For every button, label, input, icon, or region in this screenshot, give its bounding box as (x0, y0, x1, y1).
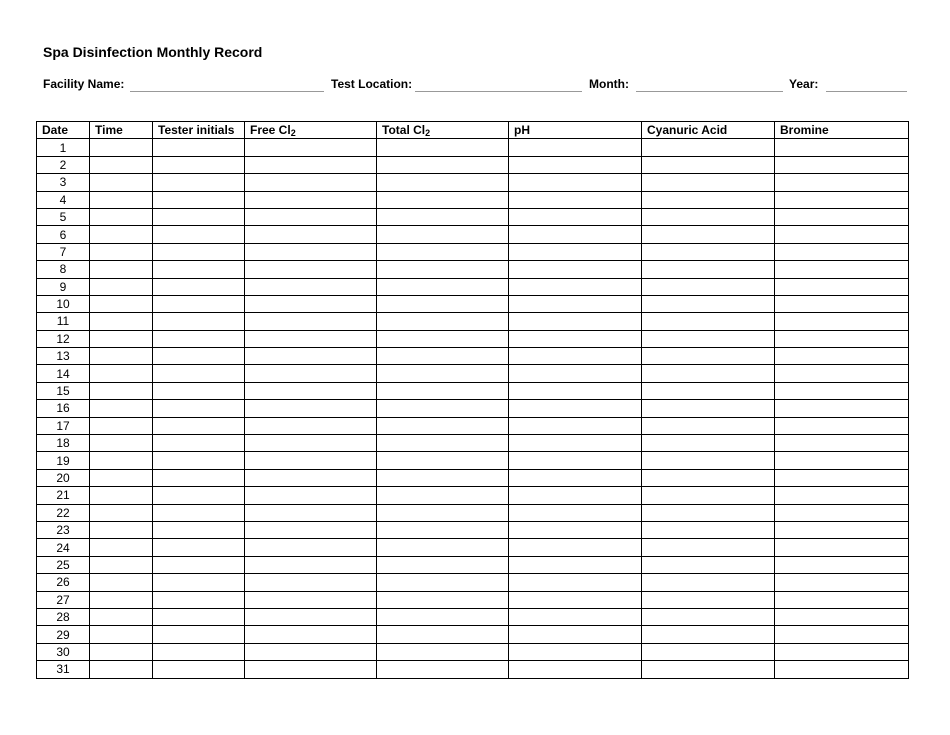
bromine-cell[interactable] (775, 539, 909, 556)
cyanuric-acid-cell[interactable] (642, 469, 775, 486)
time-cell[interactable] (90, 574, 153, 591)
tester-initials-cell[interactable] (153, 261, 245, 278)
total-cl2-cell[interactable] (377, 661, 509, 678)
cyanuric-acid-cell[interactable] (642, 400, 775, 417)
table-row (37, 469, 909, 486)
tester-initials-cell[interactable] (153, 626, 245, 643)
time-cell[interactable] (90, 365, 153, 382)
column-header-total-cl2: Total $Cl_2$ (377, 122, 509, 139)
date-cell: 13 (37, 348, 90, 365)
table-row (37, 174, 909, 191)
cyanuric-acid-cell[interactable] (642, 348, 775, 365)
free-cl2-cell[interactable] (245, 208, 377, 225)
tester-initials-cell[interactable] (153, 191, 245, 208)
time-cell[interactable] (90, 313, 153, 330)
date-cell: 27 (37, 591, 90, 608)
total-cl2-cell[interactable] (377, 365, 509, 382)
total-cl2-cell[interactable] (377, 174, 509, 191)
ph-cell[interactable] (509, 226, 642, 243)
ph-cell[interactable] (509, 365, 642, 382)
bromine-cell[interactable] (775, 226, 909, 243)
ph-cell[interactable] (509, 295, 642, 312)
bromine-cell[interactable] (775, 521, 909, 538)
bromine-cell[interactable] (775, 382, 909, 399)
ph-cell[interactable] (509, 156, 642, 173)
table-row (37, 330, 909, 347)
table-row (37, 626, 909, 643)
ph-cell[interactable] (509, 556, 642, 573)
free-cl2-cell[interactable] (245, 452, 377, 469)
table-row (37, 608, 909, 625)
bromine-cell[interactable] (775, 156, 909, 173)
free-cl2-cell[interactable] (245, 643, 377, 660)
tester-initials-cell[interactable] (153, 330, 245, 347)
ph-cell[interactable] (509, 208, 642, 225)
total-cl2-cell[interactable] (377, 521, 509, 538)
total-cl2-cell[interactable] (377, 417, 509, 434)
time-cell[interactable] (90, 661, 153, 678)
tester-initials-cell[interactable] (153, 226, 245, 243)
bromine-cell[interactable] (775, 348, 909, 365)
cyanuric-acid-cell[interactable] (642, 191, 775, 208)
cyanuric-acid-cell[interactable] (642, 487, 775, 504)
tester-initials-cell[interactable] (153, 487, 245, 504)
cyanuric-acid-cell[interactable] (642, 574, 775, 591)
table-row (37, 365, 909, 382)
total-cl2-cell[interactable] (377, 313, 509, 330)
table-row (37, 261, 909, 278)
free-cl2-cell[interactable] (245, 330, 377, 347)
tester-initials-cell[interactable] (153, 452, 245, 469)
table-row (37, 400, 909, 417)
cyanuric-acid-cell[interactable] (642, 330, 775, 347)
date-cell: 4 (37, 191, 90, 208)
time-cell[interactable] (90, 382, 153, 399)
date-cell: 12 (37, 330, 90, 347)
tester-initials-cell[interactable] (153, 295, 245, 312)
test-location-label: Test Location: (331, 77, 413, 91)
time-cell[interactable] (90, 469, 153, 486)
date-cell: 19 (37, 452, 90, 469)
time-cell[interactable] (90, 226, 153, 243)
table-row (37, 295, 909, 312)
ph-cell[interactable] (509, 313, 642, 330)
tester-initials-cell[interactable] (153, 313, 245, 330)
time-cell[interactable] (90, 417, 153, 434)
time-cell[interactable] (90, 626, 153, 643)
date-cell: 11 (37, 313, 90, 330)
ph-cell[interactable] (509, 469, 642, 486)
free-cl2-cell[interactable] (245, 156, 377, 173)
table-row (37, 417, 909, 434)
free-cl2-cell[interactable] (245, 382, 377, 399)
time-cell[interactable] (90, 261, 153, 278)
date-cell: 30 (37, 643, 90, 660)
free-cl2-cell[interactable] (245, 365, 377, 382)
free-cl2-cell[interactable] (245, 504, 377, 521)
bromine-cell[interactable] (775, 435, 909, 452)
cyanuric-acid-cell[interactable] (642, 278, 775, 295)
time-cell[interactable] (90, 191, 153, 208)
bromine-cell[interactable] (775, 313, 909, 330)
ph-cell[interactable] (509, 487, 642, 504)
date-cell: 15 (37, 382, 90, 399)
total-cl2-cell[interactable] (377, 556, 509, 573)
bromine-cell[interactable] (775, 591, 909, 608)
facility-name-field[interactable] (130, 91, 324, 92)
total-cl2-cell[interactable] (377, 608, 509, 625)
free-cl2-cell[interactable] (245, 313, 377, 330)
time-cell[interactable] (90, 521, 153, 538)
table-row (37, 487, 909, 504)
ph-cell[interactable] (509, 452, 642, 469)
free-cl2-cell[interactable] (245, 243, 377, 260)
date-cell: 8 (37, 261, 90, 278)
tester-initials-cell[interactable] (153, 591, 245, 608)
free-cl2-cell[interactable] (245, 348, 377, 365)
tester-initials-cell[interactable] (153, 504, 245, 521)
total-cl2-cell[interactable] (377, 574, 509, 591)
time-cell[interactable] (90, 643, 153, 660)
date-cell: 24 (37, 539, 90, 556)
free-cl2-cell[interactable] (245, 191, 377, 208)
time-cell[interactable] (90, 452, 153, 469)
column-header-ph: pH (509, 122, 642, 139)
table-row (37, 348, 909, 365)
time-cell[interactable] (90, 348, 153, 365)
disinfection-log-table (36, 121, 909, 679)
date-cell: 14 (37, 365, 90, 382)
cyanuric-acid-cell[interactable] (642, 608, 775, 625)
tester-initials-cell[interactable] (153, 417, 245, 434)
date-cell: 10 (37, 295, 90, 312)
date-cell: 3 (37, 174, 90, 191)
total-cl2-cell[interactable] (377, 156, 509, 173)
time-cell[interactable] (90, 243, 153, 260)
document-title: Spa Disinfection Monthly Record (43, 44, 263, 60)
table-row (37, 574, 909, 591)
bromine-cell[interactable] (775, 643, 909, 660)
bromine-cell[interactable] (775, 278, 909, 295)
cyanuric-acid-cell[interactable] (642, 521, 775, 538)
cyanuric-acid-cell[interactable] (642, 208, 775, 225)
time-cell[interactable] (90, 608, 153, 625)
time-cell[interactable] (90, 539, 153, 556)
tester-initials-cell[interactable] (153, 469, 245, 486)
cyanuric-acid-cell[interactable] (642, 591, 775, 608)
free-cl2-cell[interactable] (245, 591, 377, 608)
time-cell[interactable] (90, 556, 153, 573)
date-cell: 20 (37, 469, 90, 486)
date-cell: 23 (37, 521, 90, 538)
tester-initials-cell[interactable] (153, 521, 245, 538)
cyanuric-acid-cell[interactable] (642, 452, 775, 469)
date-cell: 25 (37, 556, 90, 573)
table-row (37, 313, 909, 330)
ph-cell[interactable] (509, 330, 642, 347)
total-cl2-cell[interactable] (377, 435, 509, 452)
table-row (37, 139, 909, 156)
bromine-cell[interactable] (775, 139, 909, 156)
ph-cell[interactable] (509, 191, 642, 208)
test-location-field[interactable] (415, 91, 582, 92)
tester-initials-cell[interactable] (153, 574, 245, 591)
ph-cell[interactable] (509, 504, 642, 521)
bromine-cell[interactable] (775, 365, 909, 382)
tester-initials-cell[interactable] (153, 382, 245, 399)
ph-cell[interactable] (509, 417, 642, 434)
table-header-row (37, 122, 909, 139)
bromine-cell[interactable] (775, 295, 909, 312)
free-cl2-cell[interactable] (245, 556, 377, 573)
free-cl2-cell[interactable] (245, 417, 377, 434)
bromine-cell[interactable] (775, 243, 909, 260)
bromine-cell[interactable] (775, 191, 909, 208)
column-header-date: Date (37, 122, 90, 139)
date-cell: 2 (37, 156, 90, 173)
time-cell[interactable] (90, 330, 153, 347)
free-cl2-cell[interactable] (245, 661, 377, 678)
table-row (37, 191, 909, 208)
ph-cell[interactable] (509, 574, 642, 591)
tester-initials-cell[interactable] (153, 608, 245, 625)
column-header-free-cl2: Free $Cl_2$ (245, 122, 377, 139)
ph-cell[interactable] (509, 348, 642, 365)
tester-initials-cell[interactable] (153, 243, 245, 260)
table-row (37, 226, 909, 243)
cyanuric-acid-cell[interactable] (642, 295, 775, 312)
table-row (37, 278, 909, 295)
bromine-cell[interactable] (775, 261, 909, 278)
tester-initials-cell[interactable] (153, 435, 245, 452)
cyanuric-acid-cell[interactable] (642, 435, 775, 452)
cyanuric-acid-cell[interactable] (642, 539, 775, 556)
total-cl2-cell[interactable] (377, 400, 509, 417)
free-cl2-cell[interactable] (245, 521, 377, 538)
cyanuric-acid-cell[interactable] (642, 643, 775, 660)
bromine-cell[interactable] (775, 487, 909, 504)
column-header-bromine: Bromine (775, 122, 909, 139)
ph-cell[interactable] (509, 539, 642, 556)
ph-cell[interactable] (509, 521, 642, 538)
bromine-cell[interactable] (775, 400, 909, 417)
date-cell: 21 (37, 487, 90, 504)
cyanuric-acid-cell[interactable] (642, 556, 775, 573)
free-cl2-cell[interactable] (245, 261, 377, 278)
ph-cell[interactable] (509, 626, 642, 643)
time-cell[interactable] (90, 400, 153, 417)
total-cl2-cell[interactable] (377, 208, 509, 225)
table-row (37, 643, 909, 660)
free-cl2-cell[interactable] (245, 469, 377, 486)
ph-cell[interactable] (509, 174, 642, 191)
time-cell[interactable] (90, 278, 153, 295)
facility-name-label: Facility Name: (43, 77, 125, 91)
cyanuric-acid-cell[interactable] (642, 365, 775, 382)
cyanuric-acid-cell[interactable] (642, 661, 775, 678)
tester-initials-cell[interactable] (153, 643, 245, 660)
year-field[interactable] (826, 91, 907, 92)
cyanuric-acid-cell[interactable] (642, 504, 775, 521)
tester-initials-cell[interactable] (153, 348, 245, 365)
date-cell: 5 (37, 208, 90, 225)
bromine-cell[interactable] (775, 608, 909, 625)
table-row (37, 504, 909, 521)
ph-cell[interactable] (509, 661, 642, 678)
free-cl2-cell[interactable] (245, 626, 377, 643)
time-cell[interactable] (90, 591, 153, 608)
cyanuric-acid-cell[interactable] (642, 313, 775, 330)
tester-initials-cell[interactable] (153, 139, 245, 156)
total-cl2-cell[interactable] (377, 295, 509, 312)
date-cell: 16 (37, 400, 90, 417)
total-cl2-cell[interactable] (377, 139, 509, 156)
bromine-cell[interactable] (775, 208, 909, 225)
ph-cell[interactable] (509, 382, 642, 399)
time-cell[interactable] (90, 174, 153, 191)
table-row (37, 243, 909, 260)
date-cell: 18 (37, 435, 90, 452)
total-cl2-cell[interactable] (377, 191, 509, 208)
total-cl2-cell[interactable] (377, 330, 509, 347)
table-row (37, 208, 909, 225)
free-cl2-cell[interactable] (245, 278, 377, 295)
ph-cell[interactable] (509, 400, 642, 417)
total-cl2-cell[interactable] (377, 382, 509, 399)
time-cell[interactable] (90, 139, 153, 156)
bromine-cell[interactable] (775, 174, 909, 191)
table-row (37, 452, 909, 469)
time-cell[interactable] (90, 156, 153, 173)
free-cl2-cell[interactable] (245, 295, 377, 312)
total-cl2-cell[interactable] (377, 487, 509, 504)
date-cell: 26 (37, 574, 90, 591)
date-cell: 1 (37, 139, 90, 156)
total-cl2-cell[interactable] (377, 348, 509, 365)
column-header-cyanuric-acid: Cyanuric Acid (642, 122, 775, 139)
table-row (37, 156, 909, 173)
tester-initials-cell[interactable] (153, 400, 245, 417)
bromine-cell[interactable] (775, 504, 909, 521)
ph-cell[interactable] (509, 261, 642, 278)
date-cell: 31 (37, 661, 90, 678)
total-cl2-cell[interactable] (377, 591, 509, 608)
tester-initials-cell[interactable] (153, 278, 245, 295)
table-row (37, 539, 909, 556)
tester-initials-cell[interactable] (153, 208, 245, 225)
total-cl2-cell[interactable] (377, 539, 509, 556)
total-cl2-cell[interactable] (377, 452, 509, 469)
ph-cell[interactable] (509, 139, 642, 156)
date-cell: 6 (37, 226, 90, 243)
column-header-tester-initials: Tester initials (153, 122, 245, 139)
month-label: Month: (589, 77, 629, 91)
cyanuric-acid-cell[interactable] (642, 226, 775, 243)
ph-cell[interactable] (509, 591, 642, 608)
total-cl2-cell[interactable] (377, 626, 509, 643)
total-cl2-cell[interactable] (377, 226, 509, 243)
free-cl2-cell[interactable] (245, 435, 377, 452)
bromine-cell[interactable] (775, 469, 909, 486)
free-cl2-cell[interactable] (245, 400, 377, 417)
ph-cell[interactable] (509, 278, 642, 295)
tester-initials-cell[interactable] (153, 539, 245, 556)
date-cell: 22 (37, 504, 90, 521)
table-body (37, 139, 909, 678)
bromine-cell[interactable] (775, 661, 909, 678)
date-cell: 7 (37, 243, 90, 260)
total-cl2-cell[interactable] (377, 504, 509, 521)
total-cl2-cell[interactable] (377, 643, 509, 660)
ph-cell[interactable] (509, 435, 642, 452)
bromine-cell[interactable] (775, 626, 909, 643)
time-cell[interactable] (90, 435, 153, 452)
bromine-cell[interactable] (775, 556, 909, 573)
table-row (37, 382, 909, 399)
table-row (37, 556, 909, 573)
date-cell: 29 (37, 626, 90, 643)
bromine-cell[interactable] (775, 417, 909, 434)
date-cell: 9 (37, 278, 90, 295)
bromine-cell[interactable] (775, 452, 909, 469)
cyanuric-acid-cell[interactable] (642, 382, 775, 399)
year-label: Year: (789, 77, 819, 91)
table-row (37, 661, 909, 678)
ph-cell[interactable] (509, 243, 642, 260)
free-cl2-cell[interactable] (245, 608, 377, 625)
free-cl2-cell[interactable] (245, 487, 377, 504)
time-cell[interactable] (90, 295, 153, 312)
bromine-cell[interactable] (775, 574, 909, 591)
column-header-time: Time (90, 122, 153, 139)
table-row (37, 521, 909, 538)
tester-initials-cell[interactable] (153, 156, 245, 173)
cyanuric-acid-cell[interactable] (642, 174, 775, 191)
free-cl2-cell[interactable] (245, 174, 377, 191)
cyanuric-acid-cell[interactable] (642, 156, 775, 173)
free-cl2-cell[interactable] (245, 574, 377, 591)
free-cl2-cell[interactable] (245, 226, 377, 243)
date-cell: 28 (37, 608, 90, 625)
tester-initials-cell[interactable] (153, 556, 245, 573)
month-field[interactable] (636, 91, 783, 92)
tester-initials-cell[interactable] (153, 661, 245, 678)
free-cl2-cell[interactable] (245, 139, 377, 156)
cyanuric-acid-cell[interactable] (642, 261, 775, 278)
time-cell[interactable] (90, 208, 153, 225)
total-cl2-cell[interactable] (377, 278, 509, 295)
cyanuric-acid-cell[interactable] (642, 243, 775, 260)
ph-cell[interactable] (509, 608, 642, 625)
cyanuric-acid-cell[interactable] (642, 417, 775, 434)
tester-initials-cell[interactable] (153, 174, 245, 191)
tester-initials-cell[interactable] (153, 365, 245, 382)
total-cl2-cell[interactable] (377, 261, 509, 278)
cyanuric-acid-cell[interactable] (642, 626, 775, 643)
table-row (37, 435, 909, 452)
table-row (37, 591, 909, 608)
date-cell: 17 (37, 417, 90, 434)
time-cell[interactable] (90, 487, 153, 504)
total-cl2-cell[interactable] (377, 469, 509, 486)
time-cell[interactable] (90, 504, 153, 521)
free-cl2-cell[interactable] (245, 539, 377, 556)
cyanuric-acid-cell[interactable] (642, 139, 775, 156)
bromine-cell[interactable] (775, 330, 909, 347)
ph-cell[interactable] (509, 643, 642, 660)
total-cl2-cell[interactable] (377, 243, 509, 260)
